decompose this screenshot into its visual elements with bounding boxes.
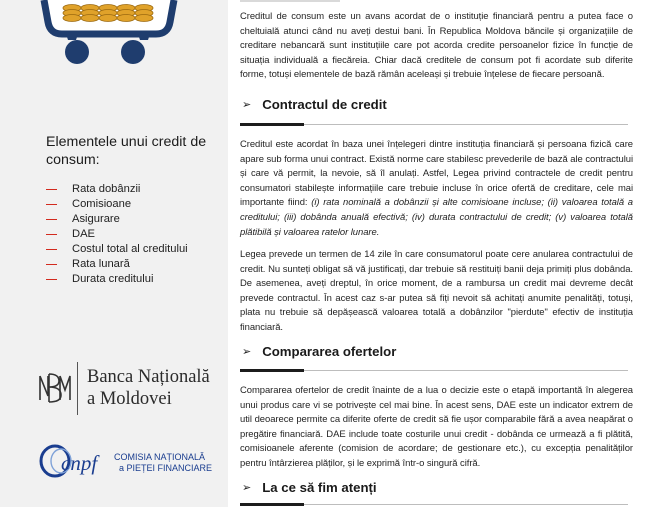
contract-paragraph-1: Creditul este acordat în baza unei înțelegeri dintre instituția financiară și persoana fizică care apare sub forma unui contract. Există norme care stabilesc prevederile de bază ale contractului și care vă permit, la nevoie, să îl anulați. Astfel, Legea privind contractele de credit pentru consumatori stabilește informațiile care trebuie incluse în orice ofertă de creditare, cele mai importante fiind: (i) rata nominală a dobânzii și alte comisioane incluse; (ii) valoarea totală a creditului; (iii) dobânda anuală efectivă; (iv) durata contractului de credit; (v) valoarea totală plătibilă și valoarea ratelor lunare. xyxy=(240,139,633,238)
heading-underline xyxy=(240,123,628,127)
main-content xyxy=(228,0,669,507)
bnm-name: Banca Națională a Moldovei xyxy=(87,367,210,409)
section-heading-compare: ➢ Compararea ofertelor xyxy=(242,344,397,359)
list-item: DAE xyxy=(46,227,188,242)
intro-paragraph: Creditul de consum este un avans acordat de o instituție financiară pentru a putea face o cheltuială atunci când nu aveți destui bani. În Republica Moldova băncile și organizațiile de creditare nebancară sunt instituțiile care pot acorda credite persoanelor fizice în funcție de situația individuală a fiecăreia. Chiar dacă creditele de consum pot fi acordate sub diferite forme, totuși elementele de bază rămân aceleași și trebuie înțelese de fiecare persoană. xyxy=(240,11,633,81)
dash-icon xyxy=(46,189,57,191)
dash-icon xyxy=(46,234,57,236)
list-item: Comisioane xyxy=(46,197,188,212)
list-item: Rata lunară xyxy=(46,257,188,272)
arrow-bullet-icon: ➢ xyxy=(242,99,252,111)
elements-title: Elementele unui credit de consum: xyxy=(46,134,207,168)
compare-paragraph: Compararea ofertelor de credit înainte de a lua o decizie este o etapă importantă în alegerea unui produs care vi se potrivește cel mai bine. În acest sens, DAE este un indicator extrem de util deoarece permite ca diferite oferte de credit să fie ușor comparabile fără a avea neapărat o pregătire financiară. DAE include toate costurile unui credit - dobânda ce urmează a fi plătită, comisioanele aferente (comision de acordare; de gestionare etc.), cu excepția penalităților pentru întârzierea plăților, și le exprimă într-o singură cifră. xyxy=(240,385,633,469)
dash-icon xyxy=(46,279,57,281)
dash-icon xyxy=(46,219,57,221)
cnpf-mark-icon xyxy=(38,439,110,479)
list-item: Costul total al creditului xyxy=(46,242,188,257)
contract-paragraph-2: Legea prevede un termen de 14 zile în care consumatorul poate cere anularea contractului de credit. Nu sunteți obligat să vă justificați, dar trebuie să restituiți banii deja primiți plus dobânda. De asemenea, aveți dreptul, în orice moment, de a rambursa un credit mai devreme decât prevede contractul. În acest caz s-ar putea să fiți nevoit să achitați anumite penalități, totuși, plata nu trebuie să depășească valoarea totală a dobânzilor "pierdute" efectiv de instituția financiară. xyxy=(240,249,633,333)
elements-list xyxy=(46,182,188,287)
dash-icon xyxy=(46,264,57,266)
arrow-bullet-icon: ➢ xyxy=(242,346,252,358)
dash-icon xyxy=(46,249,57,251)
list-item: Durata creditului xyxy=(46,272,188,287)
logo-divider xyxy=(77,362,78,415)
bnm-logo xyxy=(37,362,222,418)
heading-underline xyxy=(240,369,628,373)
list-item: Rata dobânzii xyxy=(46,182,188,197)
bnm-seal-icon xyxy=(37,368,71,408)
cnpf-logo xyxy=(38,437,218,481)
arrow-bullet-icon: ➢ xyxy=(242,482,252,494)
heading-underline xyxy=(240,503,628,507)
section-heading-attention: ➢ La ce să fim atenți xyxy=(242,480,377,495)
list-item: Asigurare xyxy=(46,212,188,227)
top-divider xyxy=(240,0,340,2)
cnpf-name: COMISIA NAȚIONALĂ a PIEȚEI FINANCIARE xyxy=(114,452,213,473)
section-heading-contract: ➢ Contractul de credit xyxy=(242,97,387,112)
dash-icon xyxy=(46,204,57,206)
svg-text:cnpf: cnpf xyxy=(61,451,98,475)
shopping-cart-icon xyxy=(28,0,188,70)
sidebar xyxy=(0,0,228,507)
